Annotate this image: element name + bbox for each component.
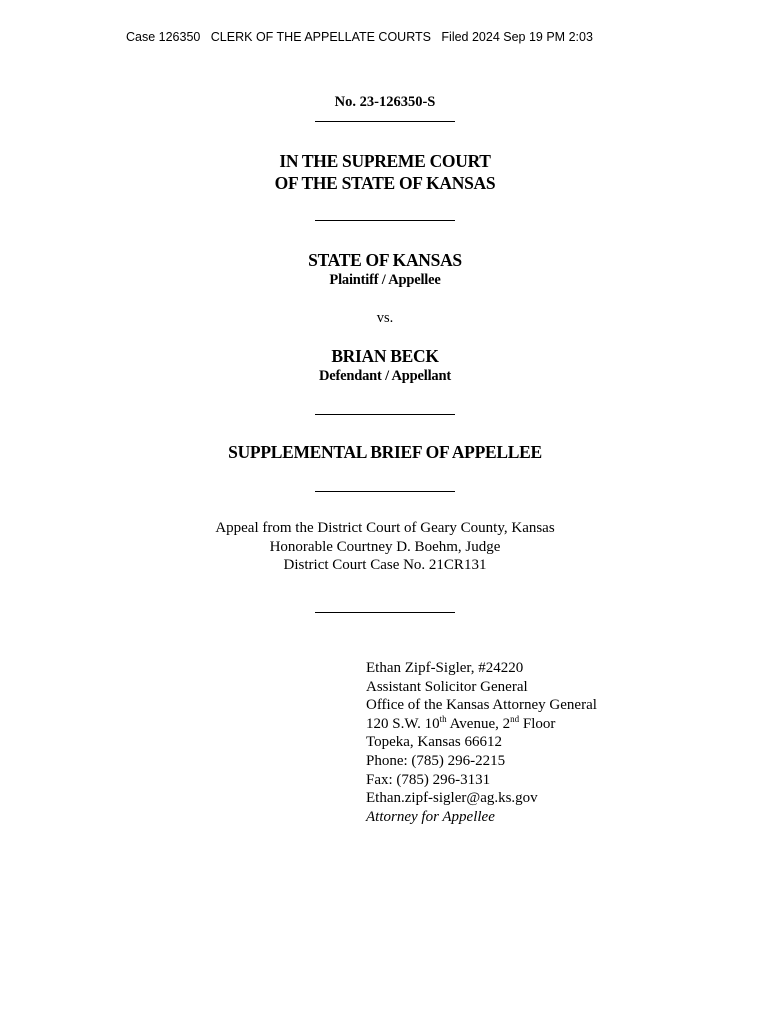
divider-rule — [315, 612, 455, 613]
appeal-case-line: District Court Case No. 21CR131 — [283, 557, 487, 573]
attorney-fax: Fax: (785) 296-3131 — [366, 771, 491, 788]
attorney-office: Office of the Kansas Attorney General — [366, 697, 597, 714]
appeal-info — [0, 519, 770, 575]
plaintiff-role: Plaintiff / Appellee — [329, 272, 441, 288]
defendant-name: BRIAN BECK — [331, 346, 439, 366]
court-name-line-2: OF THE STATE OF KANSAS — [274, 173, 496, 193]
attorney-email: Ethan.zipf-sigler@ag.ks.gov — [366, 790, 538, 807]
attorney-city: Topeka, Kansas 66612 — [366, 734, 503, 751]
defendant-role: Defendant / Appellant — [319, 368, 451, 384]
divider-rule — [315, 121, 455, 122]
address-ordinal-2: nd — [510, 713, 520, 724]
address-ordinal-1: th — [439, 713, 447, 724]
plaintiff-name: STATE OF KANSAS — [308, 250, 462, 270]
brief-title: SUPPLEMENTAL BRIEF OF APPELLEE — [228, 442, 542, 462]
divider-rule — [315, 220, 455, 221]
attorney-block — [366, 659, 597, 826]
divider-rule — [315, 414, 455, 415]
court-name — [0, 150, 770, 194]
address-end: Floor — [519, 715, 556, 732]
court-name-line-1: IN THE SUPREME COURT — [279, 151, 491, 171]
attorney-address — [366, 715, 597, 734]
address-mid: Avenue, 2 — [446, 715, 511, 732]
appeal-court-line: Appeal from the District Court of Geary County, Kansas — [215, 520, 555, 536]
appeal-judge-line: Honorable Courtney D. Boehm, Judge — [269, 538, 501, 555]
address-number: 120 S.W. 10 — [366, 715, 440, 732]
attorney-title: Assistant Solicitor General — [366, 678, 528, 695]
divider-rule — [315, 491, 455, 492]
versus-label: vs. — [376, 310, 394, 326]
filing-stamp: Case 126350 CLERK OF THE APPELLATE COURTS Filed 2024 Sep 19 PM 2:03 — [126, 30, 593, 44]
attorney-name: Ethan Zipf-Sigler, #24220 — [366, 660, 524, 676]
attorney-phone: Phone: (785) 296-2215 — [366, 752, 506, 769]
attorney-role: Attorney for Appellee — [366, 808, 495, 825]
docket-number: No. 23-126350-S — [334, 94, 436, 110]
